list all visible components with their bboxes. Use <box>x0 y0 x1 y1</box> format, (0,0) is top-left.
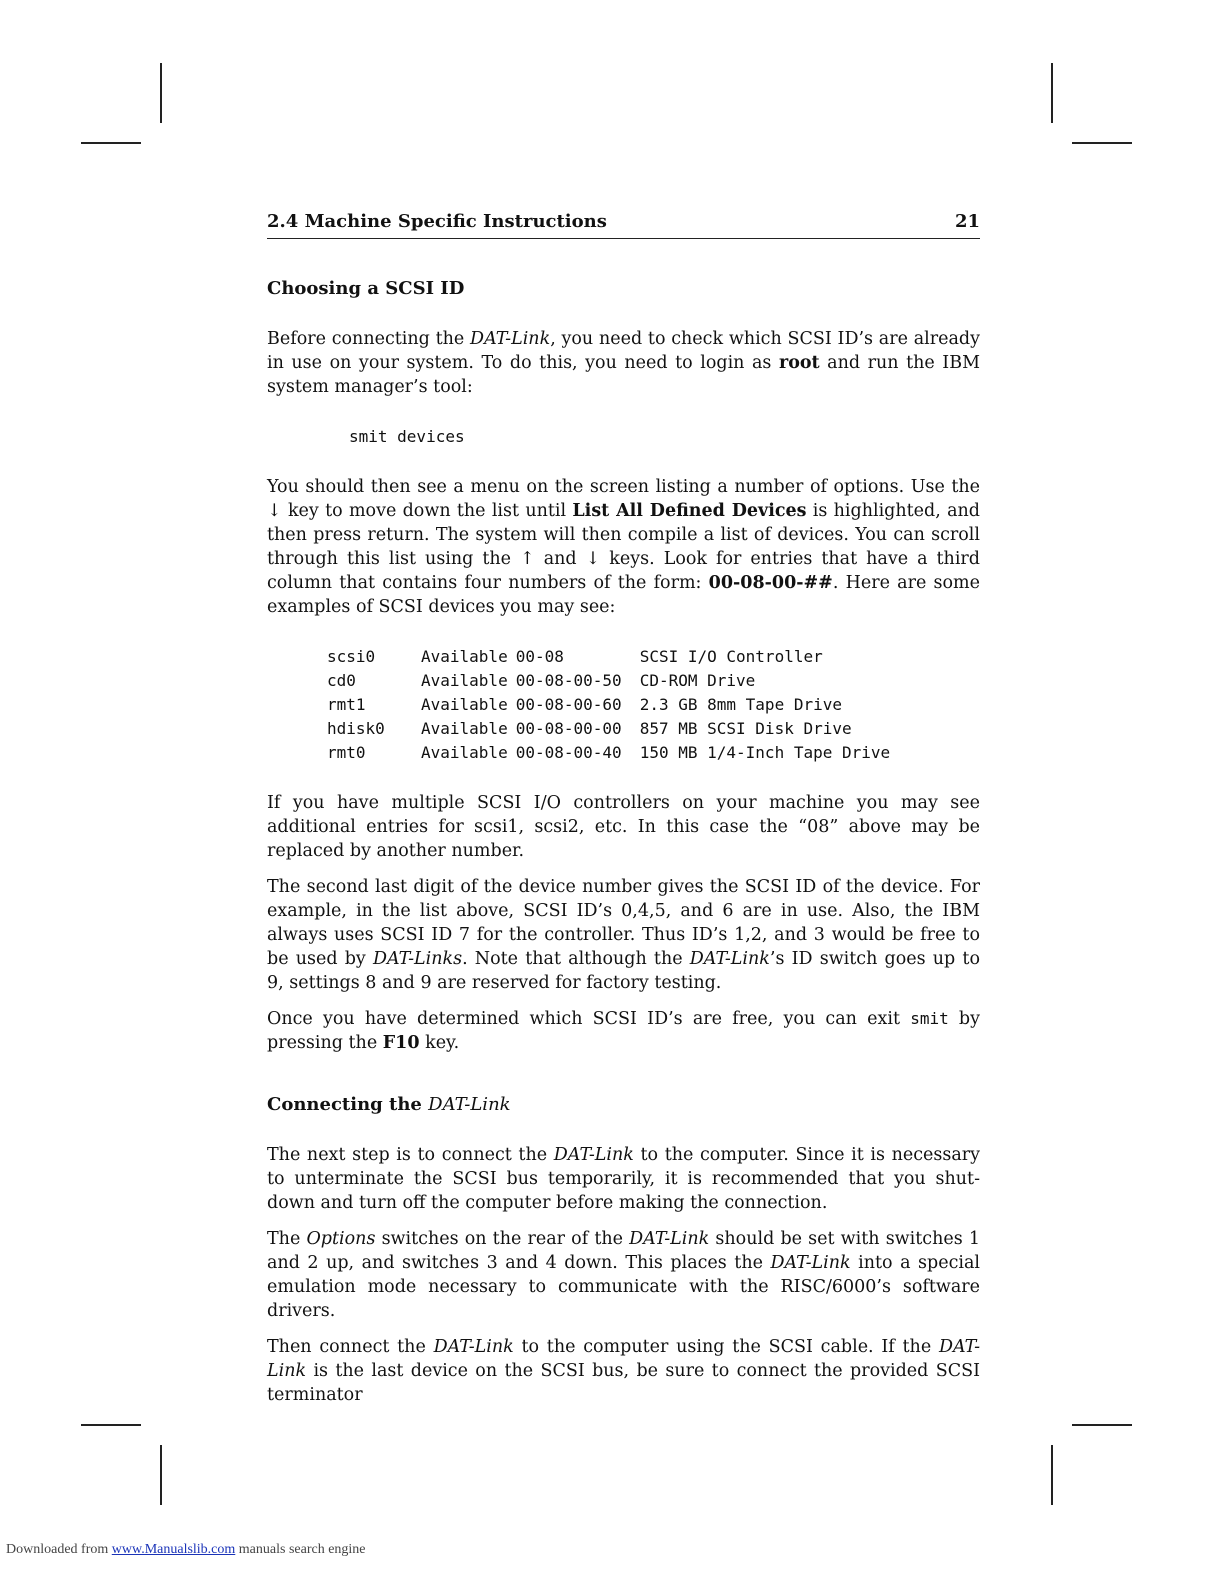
section-title: 2.4 Machine Specific Instructions <box>267 211 607 232</box>
paragraph: The next step is to connect the DAT-Link to the computer. Since it is necessary to unterminate the SCSI bus temporarily, it is recommended that you shut-down and turn off the computer before making the connection. <box>267 1145 981 1213</box>
paragraph: The second last digit of the device number gives the SCSI ID of the device. For example, in the list above, SCSI ID’s 0,4,5, and 6 are in use. Also, the IBM always uses SCSI ID 7 for the controller. Thus ID’s 1,2, and 3 would be free to be used by DAT-Links. Note that although the DAT-Link’s ID switch goes up to 9, settings 8 and 9 are reserved for factory testing. <box>267 877 980 993</box>
page-body <box>267 210 980 1419</box>
crop-mark <box>1051 1445 1053 1505</box>
table-row: rmt1 Available 00-08-00-60 2.3 GB 8mm Tape Drive <box>327 695 842 714</box>
crop-mark <box>160 1445 162 1505</box>
page-number: 21 <box>954 211 980 232</box>
crop-mark <box>81 1424 141 1426</box>
download-footer: Downloaded from www.Manualslib.com manuals search engine <box>6 1542 366 1557</box>
crop-mark <box>1072 1424 1132 1426</box>
heading-choosing-scsi-id: Choosing a SCSI ID <box>267 278 465 299</box>
crop-mark <box>160 63 162 123</box>
command-smit-devices: smit devices <box>349 427 465 446</box>
manualslib-link[interactable]: www.Manualslib.com <box>111 1542 236 1557</box>
crop-mark <box>81 142 141 144</box>
paragraph: Then connect the DAT-Link to the computer using the SCSI cable. If the DAT-Link is the last device on the SCSI bus, be sure to connect the provided SCSI terminator <box>267 1337 980 1405</box>
crop-mark <box>1072 142 1132 144</box>
paragraph: You should then see a menu on the screen listing a number of options. Use the ↓ key to move down the list until List All Defined Devices is highlighted, and then press return. The system will then compile a list of devices. You can scroll through this list using the ↑ and ↓ keys. Look for entries that have a third column that contains four numbers of the form: 00-08-00-##. Here are some examples of SCSI devices you may see: <box>267 477 980 617</box>
table-row: rmt0 Available 00-08-00-40 150 MB 1/4-Inch Tape Drive <box>327 743 891 762</box>
crop-mark <box>1051 63 1053 123</box>
heading-connecting-dat-link: Connecting the DAT-Link <box>267 1094 511 1115</box>
running-head <box>267 210 980 239</box>
paragraph: The Options switches on the rear of the DAT-Link should be set with switches 1 and 2 up, and switches 3 and 4 down. This places the DAT-Link into a special emulation mode necessary to communicate with the RISC/6000’s software drivers. <box>267 1229 980 1321</box>
table-row: hdisk0 Available 00-08-00-00 857 MB SCSI Disk Drive <box>327 719 852 738</box>
paragraph: If you have multiple SCSI I/O controllers on your machine you may see additional entries for scsi1, scsi2, etc. In this case the “08” above may be replaced by another number. <box>267 793 980 861</box>
table-row: scsi0 Available 00-08 SCSI I/O Controller <box>327 647 823 666</box>
paragraph: Once you have determined which SCSI ID’s are free, you can exit smit by pressing the F10 key. <box>267 1009 981 1053</box>
device-list <box>327 645 898 765</box>
paragraph: Before connecting the DAT-Link, you need to check which SCSI ID’s are already in use on your system. To do this, you need to login as root and run the IBM system manager’s tool: <box>267 329 980 397</box>
table-row: cd0 Available 00-08-00-50 CD-ROM Drive <box>327 671 756 690</box>
